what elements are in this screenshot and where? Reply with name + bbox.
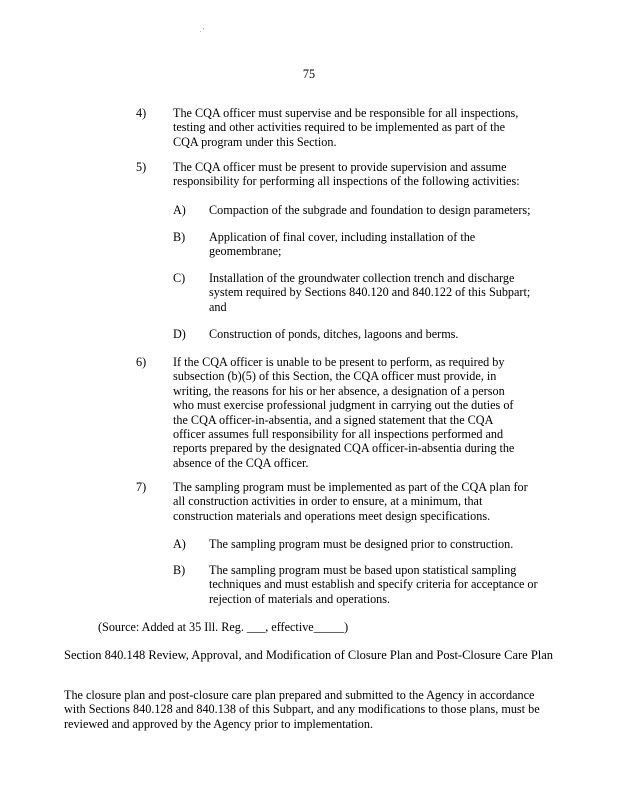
item-text: The CQA officer must be present to provide supervision and assume responsibility for performing all inspections of the following activities: <box>173 160 520 189</box>
list-item-6 <box>136 355 525 470</box>
item-number: A) <box>173 537 186 551</box>
item-text: The sampling program must be designed prior to construction. <box>209 537 514 551</box>
item-text: The CQA officer must supervise and be responsible for all inspections, testing and other activities required to be implemented as part of the CQA program under this Section. <box>173 106 519 149</box>
item-number: C) <box>173 271 186 285</box>
list-item-4 <box>136 106 523 149</box>
item-number: B) <box>173 563 186 577</box>
list-subitem-5b <box>173 230 509 259</box>
source-note: (Source: Added at 35 Ill. Reg. ___, effective_____) <box>98 620 349 634</box>
list-subitem-5c <box>173 271 539 314</box>
item-number: 4) <box>136 106 147 120</box>
item-text: The sampling program must be implemented as part of the CQA plan for all construction activities in order to ensure, at a minimum, that construction materials and operations meet design specifications. <box>173 480 528 523</box>
scan-artifact: . ' <box>200 28 205 34</box>
item-number: 6) <box>136 355 147 369</box>
item-text: The sampling program must be based upon statistical sampling techniques and must establish and specify criteria for acceptance or rejection of materials and operations. <box>209 563 538 606</box>
section-heading: Section 840.148 Review, Approval, and Modification of Closure Plan and Post-Closure Care Plan <box>64 648 554 662</box>
page-number: 75 <box>302 67 316 81</box>
item-text: Construction of ponds, ditches, lagoons and berms. <box>209 327 459 341</box>
list-subitem-7b <box>173 563 539 606</box>
item-text: If the CQA officer is unable to be present to perform, as required by subsection (b)(5) of this Section, the CQA officer must provide, in writing, the reasons for his or her absence, a designation of a person who must exercise professional judgment in carrying out the duties of the CQA officer-in-absentia, and a signed statement that the CQA officer assumes full responsibility for all inspections performed and reports prepared by the designated CQA officer-in-absentia during the absence of the CQA officer. <box>173 355 515 470</box>
item-number: B) <box>173 230 186 244</box>
item-text: Compaction of the subgrade and foundation to design parameters; <box>209 203 531 217</box>
item-number: 5) <box>136 160 147 174</box>
list-subitem-5a <box>173 203 549 217</box>
item-number: D) <box>173 327 186 341</box>
list-item-5 <box>136 160 523 189</box>
list-subitem-7a <box>173 537 549 551</box>
section-paragraph: The closure plan and post-closure care plan prepared and submitted to the Agency in accordance with Sections 840.128 and 840.138 of this Subpart, and any modifications to those plans, must be reviewed and approved by the Agency prior to implementation. <box>64 688 540 731</box>
item-text: Application of final cover, including installation of the geomembrane; <box>209 230 476 259</box>
item-text: Installation of the groundwater collection trench and discharge system required by Sections 840.120 and 840.122 of this Subpart; and <box>209 271 531 314</box>
list-subitem-5d <box>173 327 549 341</box>
item-number: A) <box>173 203 186 217</box>
item-number: 7) <box>136 480 147 494</box>
list-item-7 <box>136 480 528 523</box>
